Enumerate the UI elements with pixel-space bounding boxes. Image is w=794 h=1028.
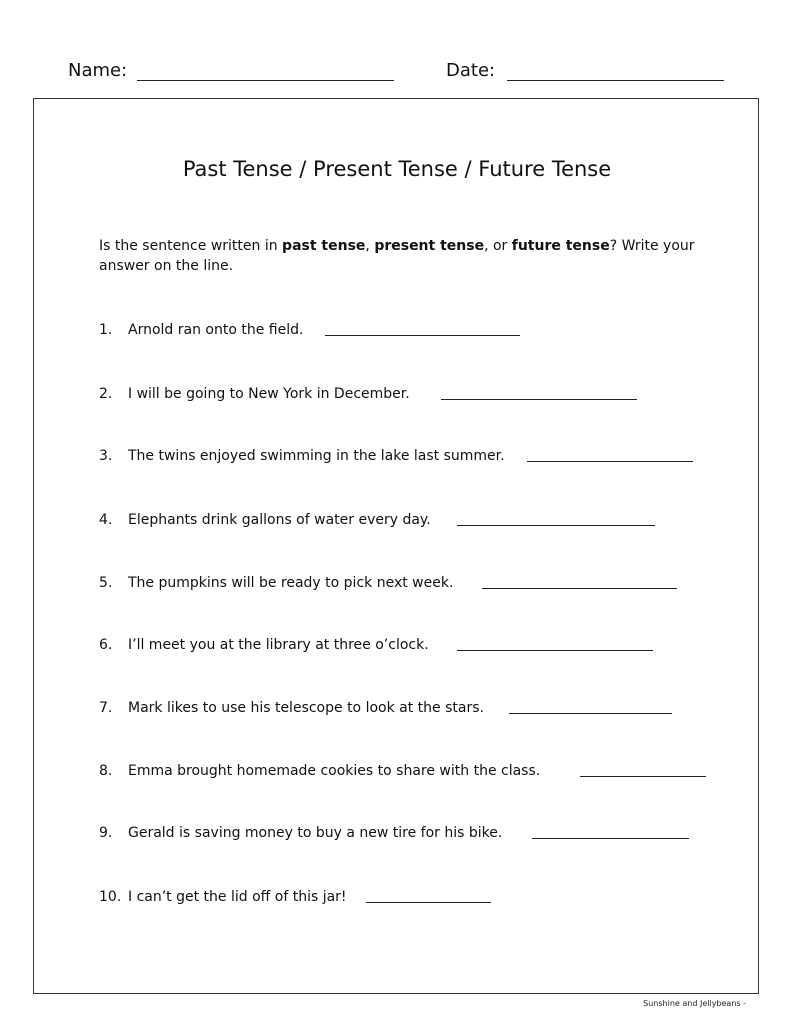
instructions [99,236,709,276]
question-number: 1. [99,322,113,338]
question-number: 9. [99,825,113,841]
instructions-sep2: , or [484,238,512,254]
answer-line[interactable] [325,335,520,336]
worksheet-border [33,98,759,994]
answer-line[interactable] [580,776,706,777]
question-text: I can’t get the lid off of this jar! [128,889,347,905]
question-text: Elephants drink gallons of water every day. [128,512,431,528]
instructions-present: present tense [374,238,485,254]
answer-line[interactable] [457,525,655,526]
question-number: 10. [99,889,122,905]
answer-line[interactable] [366,902,491,903]
name-field[interactable] [137,80,394,81]
instructions-past: past tense [282,238,366,254]
answer-line[interactable] [482,588,677,589]
answer-line[interactable] [527,461,693,462]
date-label: Date: [446,60,496,81]
question-text: I will be going to New York in December. [128,386,410,402]
footer-credit: Sunshine and Jellybeans - [643,999,746,1008]
question-number: 7. [99,700,113,716]
question-text: Gerald is saving money to buy a new tire for his bike. [128,825,503,841]
question-text: Arnold ran onto the field. [128,322,304,338]
question-text: Emma brought homemade cookies to share with the class. [128,763,541,779]
worksheet-title: Past Tense / Present Tense / Future Tense [182,157,612,181]
question-text: I’ll meet you at the library at three o’clock. [128,637,429,653]
instructions-future: future tense [511,238,610,254]
answer-line[interactable] [457,650,653,651]
header [0,58,794,86]
question-text: The pumpkins will be ready to pick next week. [128,575,454,591]
date-field[interactable] [507,80,724,81]
answer-line[interactable] [441,399,637,400]
question-text: The twins enjoyed swimming in the lake last summer. [128,448,505,464]
question-number: 3. [99,448,113,464]
instructions-lead: Is the sentence written in [99,238,283,254]
instructions-sep1: , [365,238,375,254]
question-number: 5. [99,575,113,591]
question-number: 2. [99,386,113,402]
question-text: Mark likes to use his telescope to look at the stars. [128,700,484,716]
answer-line[interactable] [532,838,689,839]
name-label: Name: [68,60,128,81]
instructions-tail: ? Write your answer on the line. [99,238,695,274]
question-number: 6. [99,637,113,653]
question-number: 8. [99,763,113,779]
question-number: 4. [99,512,113,528]
answer-line[interactable] [509,713,672,714]
